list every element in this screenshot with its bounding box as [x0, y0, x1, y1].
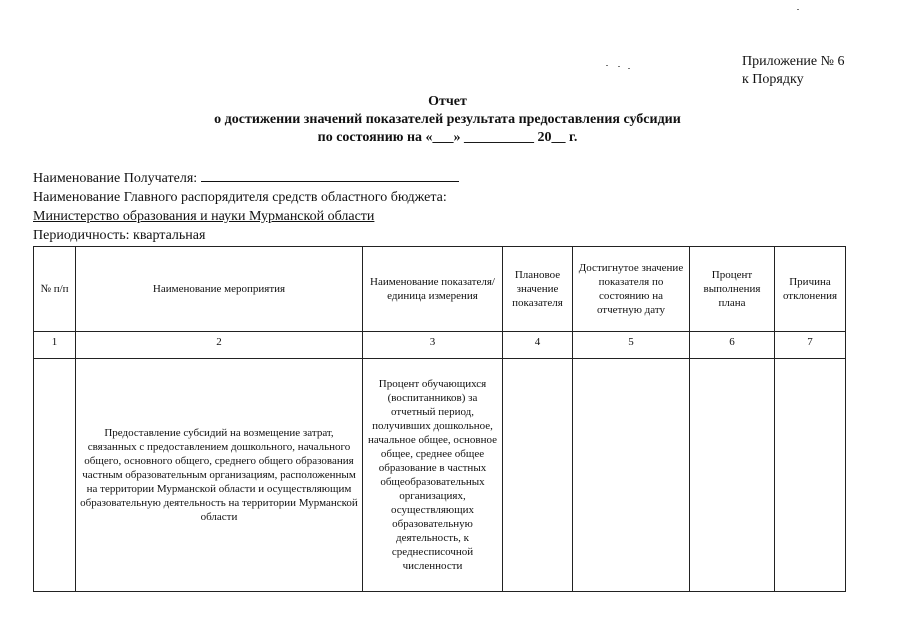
recipient-label: Наименование Получателя: — [33, 171, 198, 186]
reason-cell — [775, 359, 846, 592]
col-number-6: 6 — [690, 332, 775, 359]
manager-value: Министерство образования и науки Мурманской области — [33, 209, 375, 224]
recipient-row — [33, 168, 459, 188]
report-info — [33, 168, 459, 245]
header-achieved: Достигнутое значение показателя по состоянию на отчетную дату — [573, 247, 690, 332]
appendix-line2: к Порядку — [742, 72, 804, 87]
table-number-row — [34, 332, 846, 359]
title-line1: Отчет — [428, 94, 467, 109]
header-activity: Наименование мероприятия — [76, 247, 363, 332]
table-row — [34, 359, 846, 592]
header-reason: Причина отклонения — [775, 247, 846, 332]
scan-speck — [628, 68, 630, 69]
col-number-1: 1 — [34, 332, 76, 359]
header-indicator: Наименование показателя/единица измерения — [363, 247, 503, 332]
header-num: № п/п — [34, 247, 76, 332]
recipient-blank-line — [201, 168, 459, 182]
col-number-5: 5 — [573, 332, 690, 359]
table-header-row — [34, 247, 846, 332]
activity-cell: Предоставление субсидий на возмещение затрат, связанных с предоставлением дошкольного, начального общего, основного общего, среднего общего образования частным образовательным организациям, расположенным на территории Мурманской области и осуществляющим образовательную деятельность на территории Мурманской области — [76, 359, 363, 592]
achieved-cell — [573, 359, 690, 592]
title-line2: о достижении значений показателей результата предоставления субсидии — [214, 112, 681, 127]
scan-speck — [618, 66, 620, 67]
header-plan: Плановое значение показателя — [503, 247, 573, 332]
row-num-cell — [34, 359, 76, 592]
periodicity: Периодичность: квартальная — [33, 228, 206, 243]
appendix-line1: Приложение № 6 — [742, 54, 845, 69]
scan-speck — [606, 65, 608, 66]
title-line3: по состоянию на «___» __________ 20__ г. — [317, 130, 578, 145]
plan-cell — [503, 359, 573, 592]
scan-speck — [797, 9, 799, 10]
report-table — [33, 246, 846, 592]
col-number-7: 7 — [775, 332, 846, 359]
report-title — [0, 93, 905, 147]
col-number-2: 2 — [76, 332, 363, 359]
manager-label: Наименование Главного распорядителя средств областного бюджета: — [33, 190, 447, 205]
indicator-cell: Процент обучающихся (воспитанников) за отчетный период, получивших дошкольное, начальное общее, основное общее, среднее общее образование в частных общеобразовательных организациях, осуществляющих образовательную деятельность, к среднесписочной численности — [363, 359, 503, 592]
appendix-note — [742, 53, 845, 89]
col-number-3: 3 — [363, 332, 503, 359]
col-number-4: 4 — [503, 332, 573, 359]
percent-cell — [690, 359, 775, 592]
header-percent: Процент выполнения плана — [690, 247, 775, 332]
